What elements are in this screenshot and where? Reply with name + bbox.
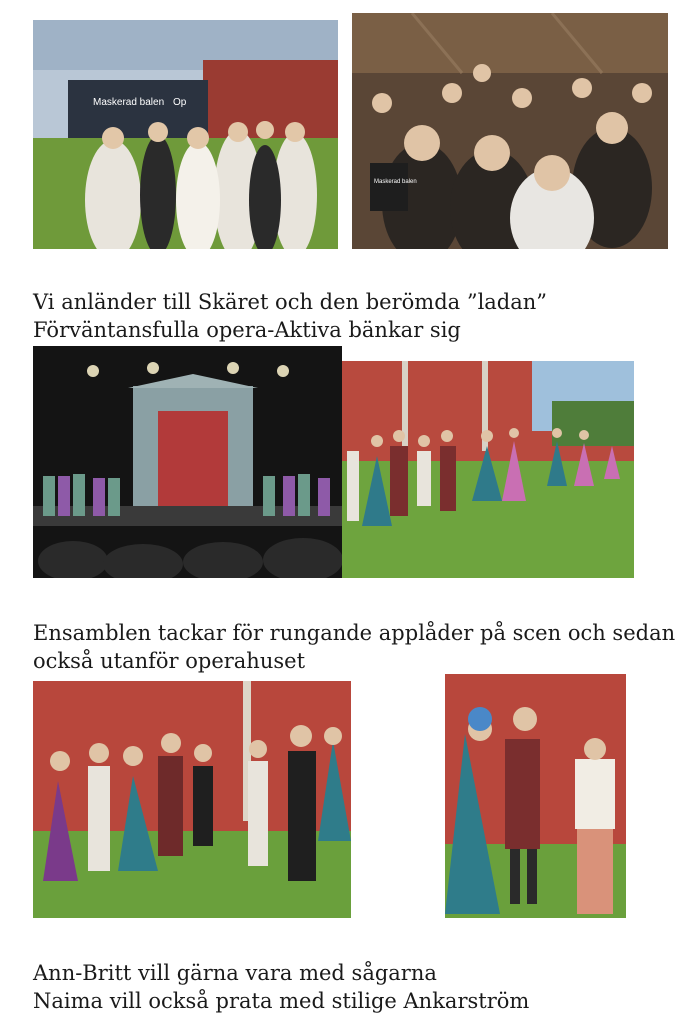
caption-line: Naima vill också prata med stilige Ankarström [33,989,530,1013]
building-sign-text: Maskerad balen [93,97,165,108]
photo-naima-with-ankarstrom [445,674,626,918]
program-booklet-text: Maskerad balen [374,179,417,185]
caption-section-2 [33,619,678,675]
svg-text:Op: Op [173,97,187,108]
caption-line: Vi anländer till Skäret och den berömda ”ladan” [33,290,548,314]
caption-section-1 [33,288,678,344]
photo-ann-britt-with-singers [33,681,351,918]
caption-line: Ensamblen tackar för rungande applåder på scen och sedan [33,621,676,645]
caption-line: Ann-Britt vill gärna vara med sågarna [33,961,437,985]
photo-arrival-outside-barn [33,20,338,249]
caption-line: också utanför operahuset [33,649,306,673]
caption-section-3 [33,959,678,1015]
photo-ensemble-outside [342,361,634,578]
caption-line: Förväntansfulla opera-Aktiva bänkar sig [33,318,461,342]
photo-ensemble-on-stage [33,346,342,578]
photo-audience-seated [352,13,668,249]
